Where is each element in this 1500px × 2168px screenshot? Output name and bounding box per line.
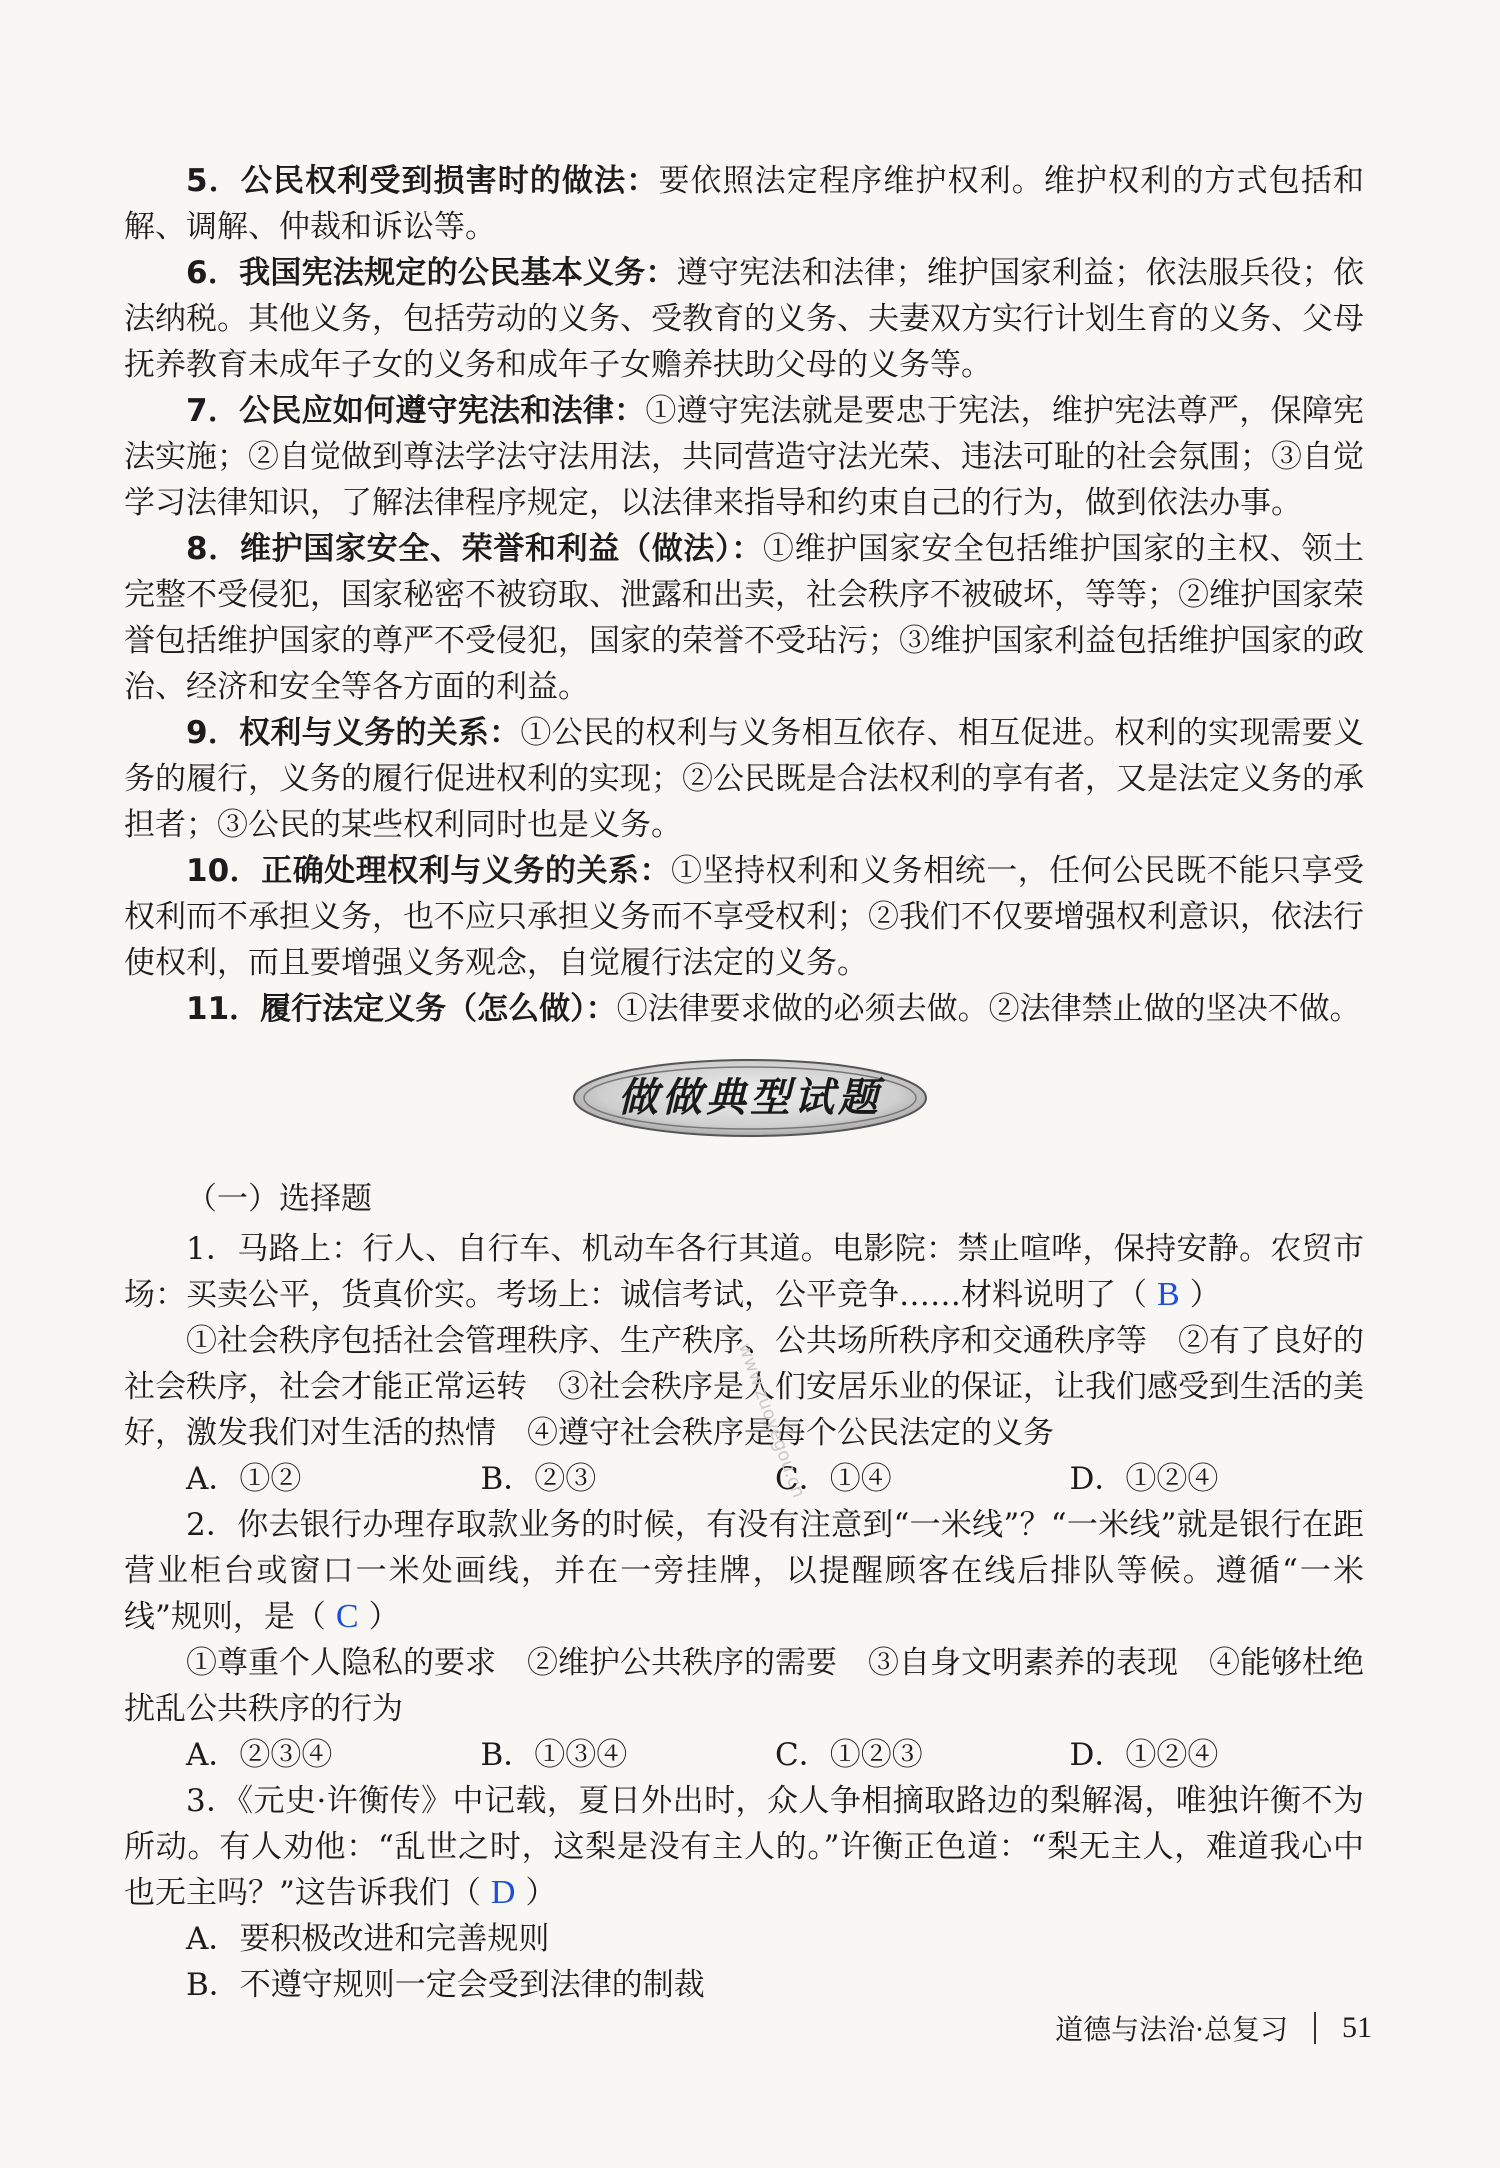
exercises: [124, 1176, 1364, 2008]
option-a: A．②③④: [186, 1737, 333, 1773]
option-a: A．①②: [186, 1461, 302, 1497]
page-number: 51: [1342, 2011, 1372, 2044]
question-3-stem: 3．《元史·许衡传》中记载，夏日外出时，众人争相摘取路边的梨解渴，唯独许衡不为所动。有人劝他：“乱世之时，这梨是没有主人的。”许衡正色道：“梨无主人，难道我心中也无主吗？”这告诉我们（ D ）: [124, 1783, 1364, 1911]
point-5: 5．公民权利受到损害时的做法：要依照法定程序维护权利。维护权利的方式包括和解、调解、仲裁和诉讼等。: [124, 163, 1365, 245]
question-2-statements: ①尊重个人隐私的要求 ②维护公共秩序的需要 ③自身文明素养的表现 ④能够杜绝扰乱公共秩序的行为: [124, 1645, 1364, 1727]
question-3-option-b: B．不遵守规则一定会受到法律的制裁: [186, 1967, 705, 2003]
option-c: C．①④: [775, 1461, 892, 1497]
question-1-stem: 1．马路上：行人、自行车、机动车各行其道。电影院：禁止喧哗，保持安静。农贸市场：买卖公平，货真价实。考场上：诚信考试，公平竞争……材料说明了（ B ）: [124, 1231, 1364, 1313]
knowledge-points: [124, 158, 1364, 1032]
page-footer: [1055, 2008, 1372, 2048]
footer-divider: [1314, 2012, 1316, 2044]
point-7: 7．公民应如何遵守宪法和法律：①遵守宪法就是要忠于宪法，维护宪法尊严，保障宪法实施；②自觉做到尊法学法守法用法，共同营造守法光荣、违法可耻的社会氛围；③自觉学习法律知识，了解法律程序规定，以法律来指导和约束自己的行为，做到依法办事。: [124, 393, 1365, 521]
option-d: D．①②④: [1069, 1737, 1219, 1773]
answer-2: C: [335, 1598, 359, 1635]
section-banner: [570, 1056, 930, 1140]
section-heading: （一）选择题: [186, 1181, 372, 1217]
question-3-option-a: A．要积极改进和完善规则: [186, 1921, 550, 1957]
point-10: 10．正确处理权利与义务的关系：①坚持权利和义务相统一，任何公民既不能只享受权利而不承担义务，也不应只承担义务而不享受权利；②我们不仅要增强权利意识，依法行使权利，而且要增强义务观念，自觉履行法定的义务。: [124, 853, 1365, 981]
watermark: www.zuoyegou.cn: [733, 1340, 810, 1501]
point-8: 8．维护国家安全、荣誉和利益（做法）：①维护国家安全包括维护国家的主权、领土完整不受侵犯，国家秘密不被窃取、泄露和出卖，社会秩序不被破坏，等等；②维护国家荣誉包括维护国家的尊严不受侵犯，国家的荣誉不受玷污；③维护国家利益包括维护国家的政治、经济和安全等各方面的利益。: [124, 531, 1365, 705]
question-2-options: [186, 1732, 1364, 1778]
answer-3: D: [490, 1874, 516, 1911]
book-title: 道德与法治·总复习: [1055, 2013, 1288, 2046]
option-c: C．①②③: [775, 1737, 923, 1773]
point-11: 11．履行法定义务（怎么做）：①法律要求做的必须去做。②法律禁止做的坚决不做。: [186, 991, 1361, 1027]
option-b: B．②③: [480, 1461, 597, 1497]
answer-1: B: [1157, 1276, 1180, 1313]
option-b: B．①③④: [480, 1737, 628, 1773]
question-1-statements: ①社会秩序包括社会管理秩序、生产秩序、公共场所秩序和交通秩序等 ②有了良好的社会秩序，社会才能正常运转 ③社会秩序是人们安居乐业的保证，让我们感受到生活的美好，激发我们对生活的热情 ④遵守社会秩序是每个公民法定的义务: [124, 1323, 1364, 1451]
point-6: 6．我国宪法规定的公民基本义务：遵守宪法和法律；维护国家利益；依法服兵役；依法纳税。其他义务，包括劳动的义务、受教育的义务、夫妻双方实行计划生育的义务、父母抚养教育未成年子女的义务和成年子女赡养扶助父母的义务等。: [124, 255, 1365, 383]
option-d: D．①②④: [1069, 1461, 1219, 1497]
question-2-stem: 2．你去银行办理存取款业务的时候，有没有注意到“一米线”？“一米线”就是银行在距营业柜台或窗口一米处画线，并在一旁挂牌，以提醒顾客在线后排队等候。遵循“一米线”规则，是（ C ）: [124, 1507, 1364, 1635]
banner-title: 做做典型试题: [618, 1074, 882, 1121]
point-9: 9．权利与义务的关系：①公民的权利与义务相互依存、相互促进。权利的实现需要义务的履行，义务的履行促进权利的实现；②公民既是合法权利的享有者，又是法定义务的承担者；③公民的某些权利同时也是义务。: [124, 715, 1365, 843]
